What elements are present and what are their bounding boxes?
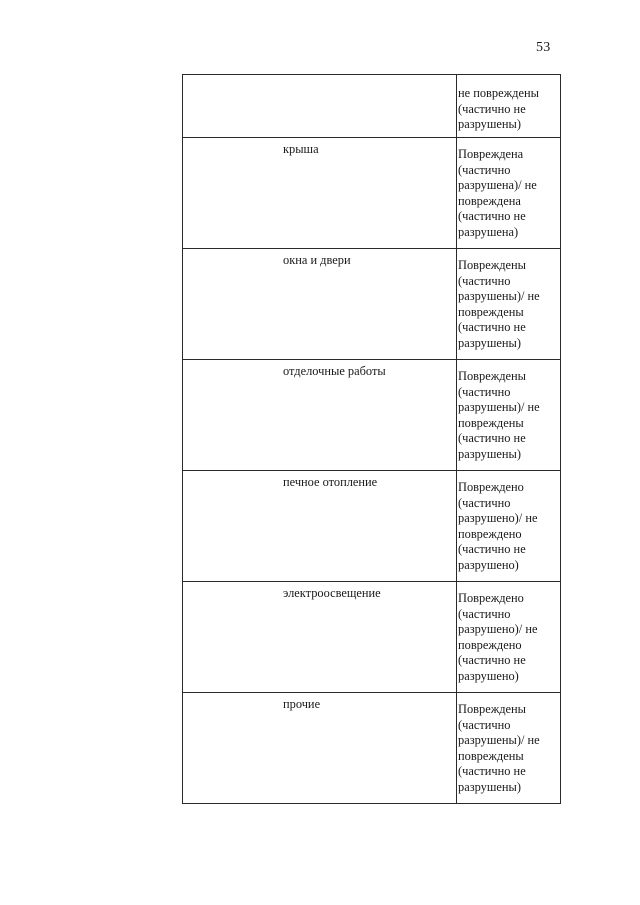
structural-element-label: прочие	[283, 697, 321, 711]
structural-element-cell	[183, 582, 457, 693]
damage-status-text: не повреждены (частично не разрушены)	[458, 86, 539, 132]
damage-status-cell	[457, 75, 561, 138]
structural-element-cell	[183, 693, 457, 804]
structural-element-label: электроосвещение	[283, 586, 381, 600]
damage-status-text: Повреждено (частично разрушено)/ не повреждено (частично не разрушено)	[458, 480, 538, 572]
structural-element-cell	[183, 138, 457, 249]
damage-status-text: Повреждены (частично разрушены)/ не повреждены (частично не разрушены)	[458, 258, 540, 350]
structural-element-label: отделочные работы	[283, 364, 386, 378]
structural-element-label: крыша	[283, 142, 319, 156]
table-row-finishing-works	[183, 360, 561, 471]
structural-element-label	[183, 75, 456, 79]
structural-element-label: окна и двери	[283, 253, 351, 267]
damage-status-text: Повреждены (частично разрушены)/ не повреждены (частично не разрушены)	[458, 369, 540, 461]
table-row-electric-lighting	[183, 582, 561, 693]
damage-status-text: Повреждена (частично разрушена)/ не повреждена (частично не разрушена)	[458, 147, 537, 239]
table-row-other	[183, 693, 561, 804]
damage-status-cell	[457, 582, 561, 693]
structural-element-cell	[183, 75, 457, 138]
damage-status-cell	[457, 471, 561, 582]
structural-element-cell	[183, 471, 457, 582]
table-row-continuation	[183, 75, 561, 138]
damage-status-cell	[457, 138, 561, 249]
table-row-windows-doors	[183, 249, 561, 360]
damage-status-cell	[457, 249, 561, 360]
structural-element-cell	[183, 249, 457, 360]
damage-status-text: Повреждено (частично разрушено)/ не повреждено (частично не разрушено)	[458, 591, 538, 683]
damage-assessment-table	[182, 74, 561, 804]
damage-status-cell	[457, 360, 561, 471]
structural-element-label: печное отопление	[283, 475, 378, 489]
page-number: 53	[536, 40, 551, 55]
damage-status-cell	[457, 693, 561, 804]
table-row-roof	[183, 138, 561, 249]
table-row-stove-heating	[183, 471, 561, 582]
structural-element-cell	[183, 360, 457, 471]
damage-status-text: Повреждены (частично разрушены)/ не повреждены (частично не разрушены)	[458, 702, 540, 794]
